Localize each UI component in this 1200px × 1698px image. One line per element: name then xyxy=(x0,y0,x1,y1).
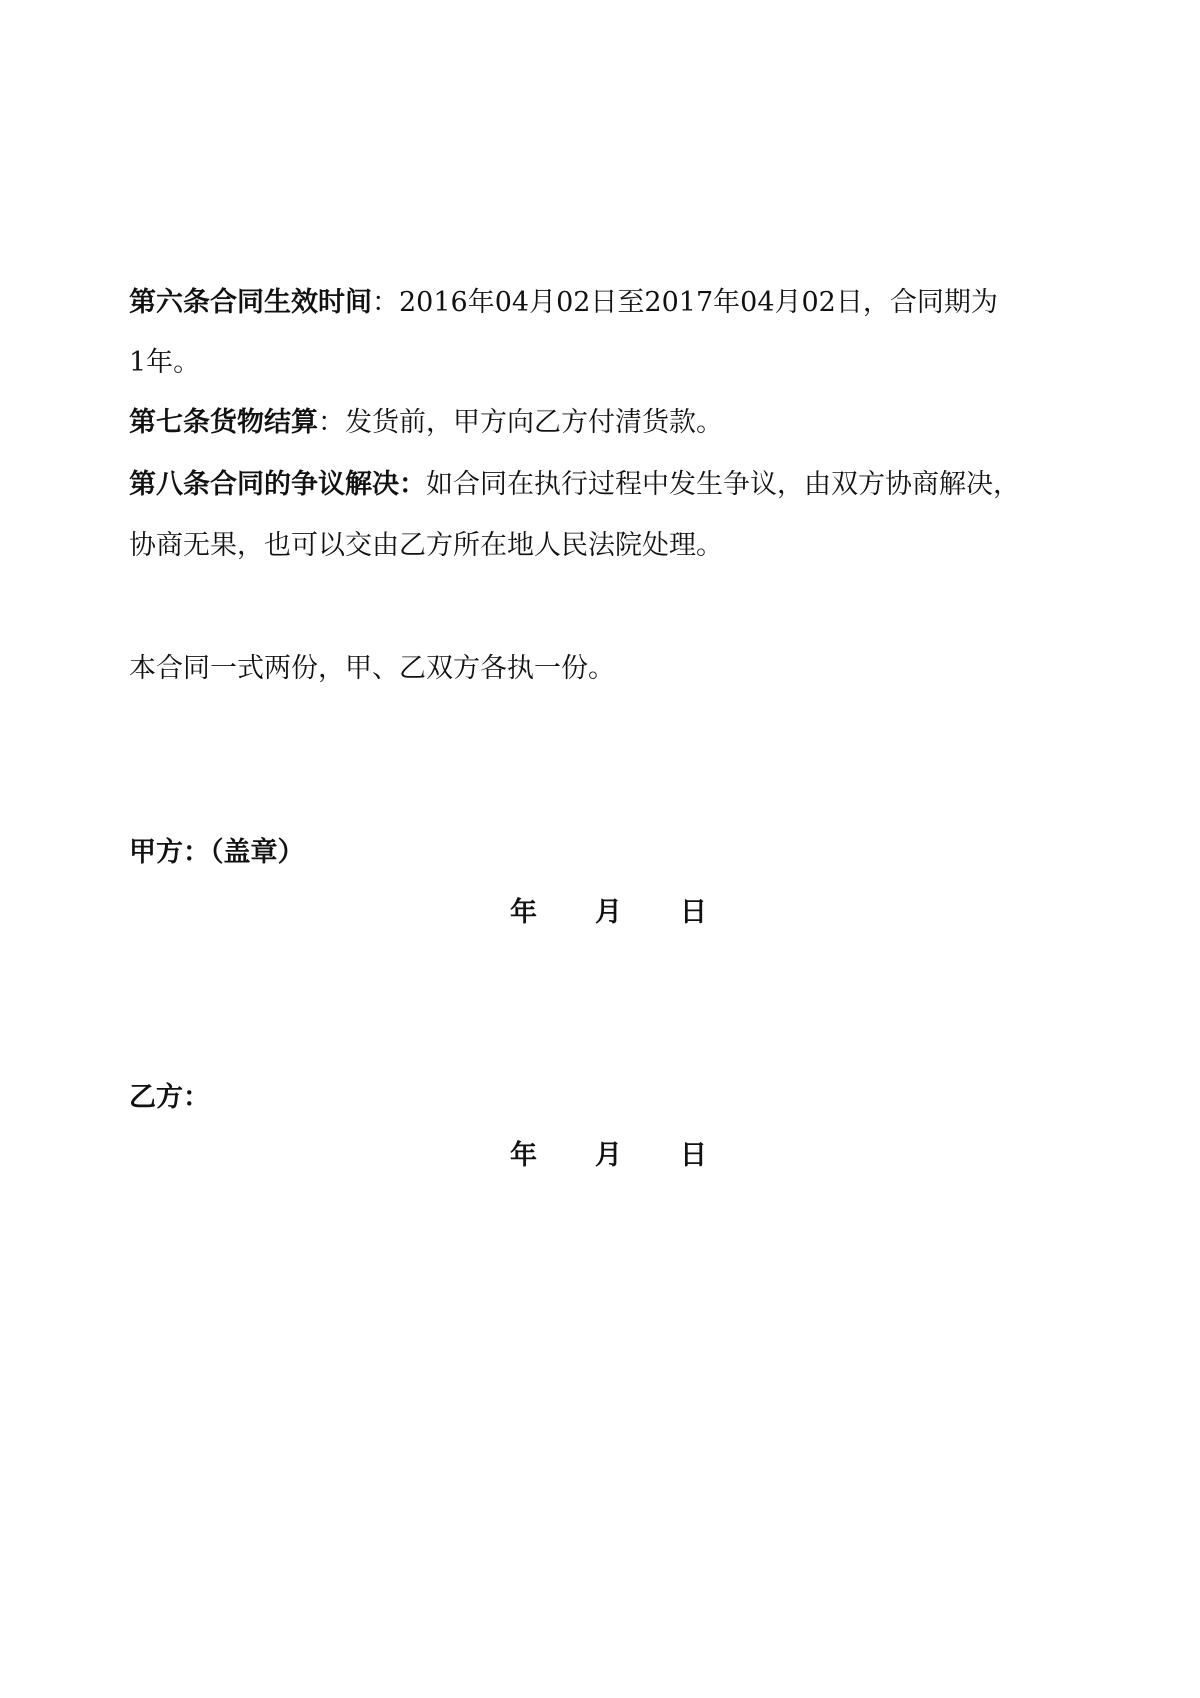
clause-6-text: ：2016年04月02日至2017年04月02日，合同期为 xyxy=(372,287,998,318)
closing-statement xyxy=(129,649,1069,689)
clause-8-text: 如合同在执行过程中发生争议，由双方协商解决， xyxy=(426,469,1020,500)
clause-7-heading: 第七条货物结算 xyxy=(129,407,318,438)
party-b-month-label: 月 xyxy=(595,1140,622,1171)
party-a-day-label: 日 xyxy=(680,897,707,928)
clause-8-heading: 第八条合同的争议解决： xyxy=(129,469,426,500)
clause-8-line-1 xyxy=(129,465,1069,505)
clause-8-text-continued: 协商无果，也可以交由乙方所在地人民法院处理。 xyxy=(129,530,723,561)
clause-6-line-1 xyxy=(129,283,1069,323)
clause-6-heading: 第六条合同生效时间 xyxy=(129,287,372,318)
party-b-day-label: 日 xyxy=(680,1140,707,1171)
party-a-label: 甲方：（盖章） xyxy=(129,837,305,868)
clause-6-line-2 xyxy=(129,343,1069,383)
clause-7-line xyxy=(129,403,1069,443)
party-a-year-label: 年 xyxy=(510,897,537,928)
party-b-label: 乙方： xyxy=(129,1082,210,1113)
clause-6-text-continued: 1年。 xyxy=(129,347,201,378)
party-a-signature-label xyxy=(129,833,1069,873)
party-a-month-label: 月 xyxy=(595,897,622,928)
clause-7-text: ：发货前，甲方向乙方付清货款。 xyxy=(318,407,723,438)
party-b-signature-label xyxy=(129,1078,1069,1118)
closing-text: 本合同一式两份，甲、乙双方各执一份。 xyxy=(129,653,615,684)
clause-8-line-2 xyxy=(129,526,1069,566)
party-b-year-label: 年 xyxy=(510,1140,537,1171)
